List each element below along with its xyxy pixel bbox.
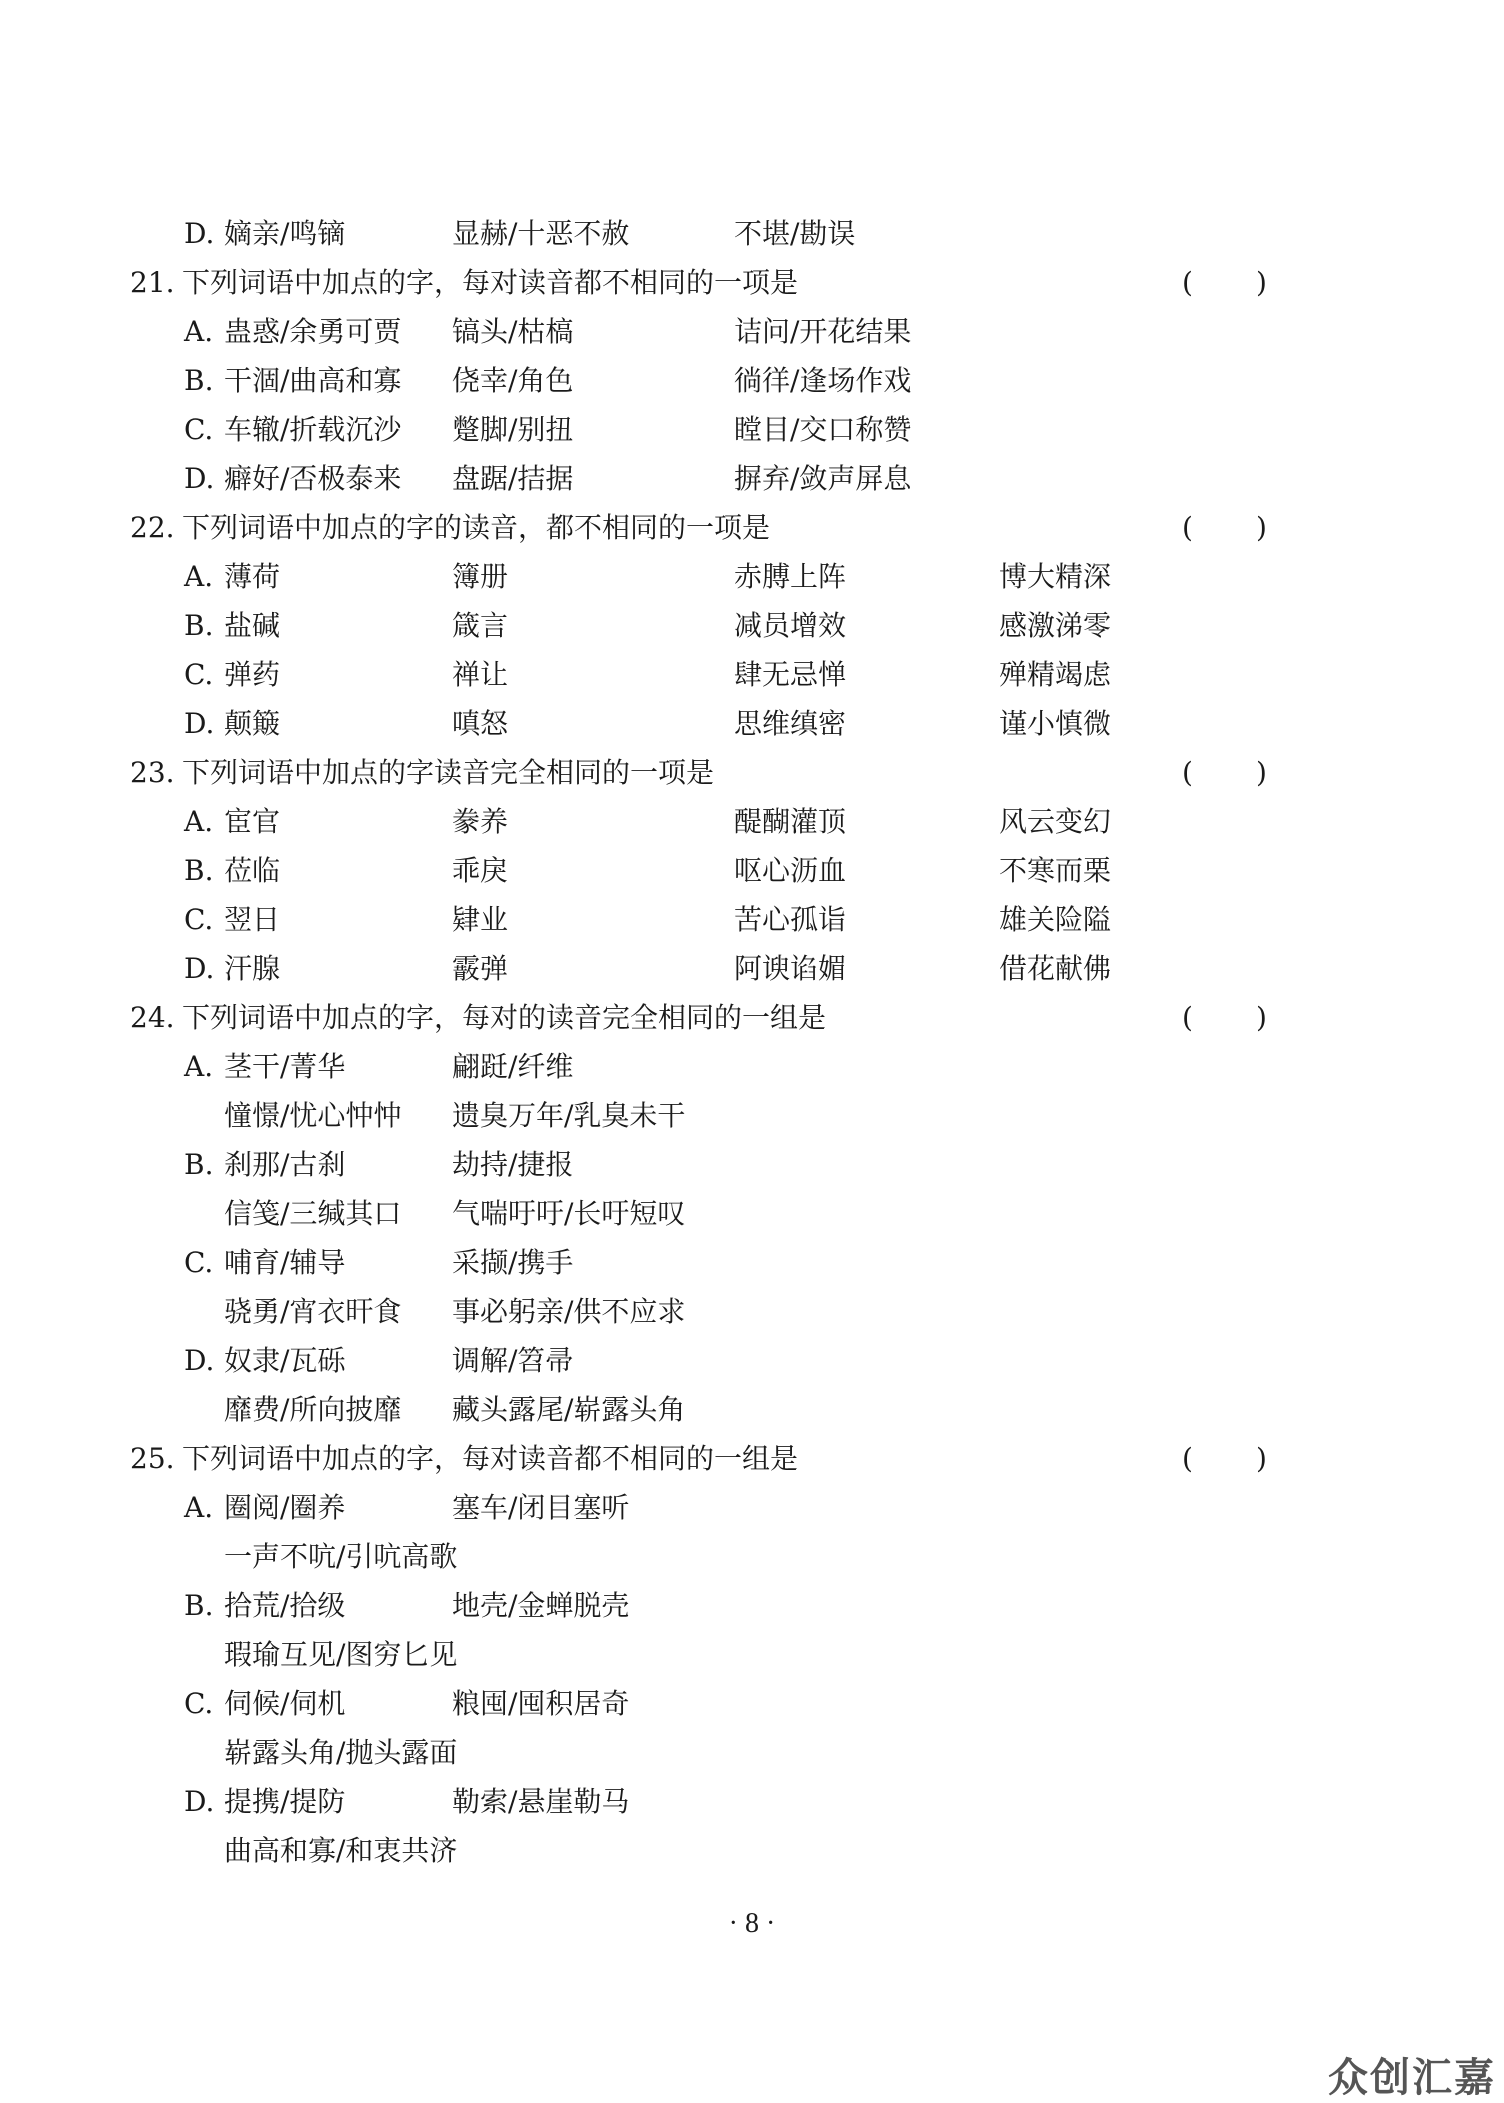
- option-item: 一声不吭/引吭高歌: [224, 1540, 458, 1573]
- option-item: 摒弃/敛声屏息: [734, 462, 912, 495]
- option-item: 圈阅/圈养: [224, 1491, 346, 1524]
- page-number: · 8 ·: [728, 1908, 776, 1939]
- option-letter: B.: [184, 609, 214, 642]
- option-item: 赤膊上阵: [734, 560, 847, 593]
- option-item: 车辙/折载沉沙: [224, 413, 402, 446]
- option-item: 靡费/所向披靡: [224, 1393, 402, 1426]
- option-item: 侥幸/角色: [452, 364, 574, 397]
- question-prompt: 下列词语中加点的字，每对读音都不相同的一项是: [182, 266, 799, 299]
- question-prompt: 下列词语中加点的字，每对读音都不相同的一组是: [182, 1442, 799, 1475]
- option-letter: B.: [184, 854, 214, 887]
- option-item: 崭露头角/抛头露面: [224, 1736, 458, 1769]
- option-letter: C.: [184, 1246, 214, 1279]
- option-letter: A.: [184, 315, 214, 348]
- option-item: 哺育/辅导: [224, 1246, 346, 1279]
- option-item: 簿册: [452, 560, 509, 593]
- option-item: 劫持/捷报: [452, 1148, 574, 1181]
- option-item: 藏头露尾/崭露头角: [452, 1393, 686, 1426]
- option-item: 干涸/曲高和寡: [224, 364, 402, 397]
- option-item: 借花献佛: [999, 952, 1112, 985]
- option-item: 蛊惑/余勇可贾: [224, 315, 402, 348]
- option-item: 肄业: [452, 903, 509, 936]
- option-item: 粮囤/囤积居奇: [452, 1687, 630, 1720]
- option-item: 勒索/悬崖勒马: [452, 1785, 630, 1818]
- option-item: 徜徉/逢场作戏: [734, 364, 912, 397]
- option-item: 刹那/古刹: [224, 1148, 346, 1181]
- option-item: 豢养: [452, 805, 509, 838]
- option-item: 殚精竭虑: [999, 658, 1112, 691]
- option-item: 乖戾: [452, 854, 509, 887]
- option-item: 雄关险隘: [999, 903, 1112, 936]
- option-item: 霰弹: [452, 952, 509, 985]
- option-item: 奴隶/瓦砾: [224, 1344, 346, 1377]
- question-prompt: 下列词语中加点的字的读音，都不相同的一项是: [182, 511, 771, 544]
- option-item: 憧憬/忧心忡忡: [224, 1099, 402, 1132]
- option-letter: A.: [184, 1491, 214, 1524]
- option-letter: A.: [184, 560, 214, 593]
- option-letter: C.: [184, 903, 214, 936]
- option-item: 镐头/枯槁: [452, 315, 574, 348]
- option-item: 诘问/开花结果: [734, 315, 912, 348]
- option-item: 信笺/三缄其口: [224, 1197, 402, 1230]
- question-number: 25.: [130, 1442, 175, 1475]
- option-item: 盘踞/拮据: [452, 462, 574, 495]
- question-22-stem: 22. 下列词语中加点的字的读音，都不相同的一项是 ( ): [130, 508, 1280, 548]
- option-letter: C.: [184, 1687, 214, 1720]
- question-number: 24.: [130, 1001, 175, 1034]
- option-item: 地壳/金蝉脱壳: [452, 1589, 630, 1622]
- option-item: 曲高和寡/和衷共济: [224, 1834, 458, 1867]
- option-item: 提携/提防: [224, 1785, 346, 1818]
- option-item: 减员增效: [734, 609, 847, 642]
- option-item: 肆无忌惮: [734, 658, 847, 691]
- option-item: 伺候/伺机: [224, 1687, 346, 1720]
- option-item: 思维缜密: [734, 707, 847, 740]
- option-item: 采撷/携手: [452, 1246, 574, 1279]
- option-letter: C.: [184, 658, 214, 691]
- question-prompt: 下列词语中加点的字读音完全相同的一项是: [182, 756, 715, 789]
- option-item: 禅让: [452, 658, 509, 691]
- question-prompt: 下列词语中加点的字，每对的读音完全相同的一组是: [182, 1001, 827, 1034]
- option-item: 汗腺: [224, 952, 281, 985]
- question-25-stem: 25. 下列词语中加点的字，每对读音都不相同的一组是 ( ): [130, 1439, 1280, 1479]
- option-letter: B.: [184, 1589, 214, 1622]
- option-item: 博大精深: [999, 560, 1112, 593]
- option-letter: D.: [184, 462, 215, 495]
- question-24-stem: 24. 下列词语中加点的字，每对的读音完全相同的一组是 ( ): [130, 998, 1280, 1038]
- option-item: 盐碱: [224, 609, 281, 642]
- option-item: 感激涕零: [999, 609, 1112, 642]
- option-letter: A.: [184, 805, 214, 838]
- option-item: 弹药: [224, 658, 281, 691]
- option-item: 调解/笤帚: [452, 1344, 574, 1377]
- option-item: 翌日: [224, 903, 281, 936]
- option-letter: B.: [184, 364, 214, 397]
- option-item: 颠簸: [224, 707, 281, 740]
- question-number: 21.: [130, 266, 175, 299]
- option-letter: C.: [184, 413, 214, 446]
- question-21-stem: 21. 下列词语中加点的字，每对读音都不相同的一项是 ( ): [130, 263, 1280, 303]
- watermark-logo: 众创汇嘉: [1328, 2055, 1496, 2101]
- question-23-stem: 23. 下列词语中加点的字读音完全相同的一项是 ( ): [130, 753, 1280, 793]
- option-item: 箴言: [452, 609, 509, 642]
- option-item: 塞车/闭目塞听: [452, 1491, 630, 1524]
- option-item: 薄荷: [224, 560, 281, 593]
- option-letter: A.: [184, 1050, 214, 1083]
- option-item: 骁勇/宵衣旰食: [224, 1295, 402, 1328]
- option-item: 嗔怒: [452, 707, 509, 740]
- option-item: 不寒而栗: [999, 854, 1112, 887]
- option-item: 遗臭万年/乳臭未干: [452, 1099, 686, 1132]
- option-item: 苦心孤诣: [734, 903, 847, 936]
- option-letter: D.: [184, 952, 215, 985]
- option-item: 茎干/菁华: [224, 1050, 346, 1083]
- option-item: 阿谀谄媚: [734, 952, 847, 985]
- option-item: 显赫/十恶不赦: [452, 217, 630, 250]
- option-item: 癖好/否极泰来: [224, 462, 402, 495]
- option-item: 谨小慎微: [999, 707, 1112, 740]
- question-number: 23.: [130, 756, 175, 789]
- option-item: 拾荒/拾级: [224, 1589, 346, 1622]
- option-item: 瞠目/交口称赞: [734, 413, 912, 446]
- option-letter: D.: [184, 217, 215, 250]
- option-letter: D.: [184, 1785, 215, 1818]
- option-item: 嫡亲/鸣镝: [224, 217, 346, 250]
- option-item: 蹩脚/别扭: [452, 413, 574, 446]
- option-item: 事必躬亲/供不应求: [452, 1295, 686, 1328]
- option-letter: B.: [184, 1148, 214, 1181]
- option-item: 风云变幻: [999, 805, 1112, 838]
- option-letter: D.: [184, 707, 215, 740]
- option-item: 呕心沥血: [734, 854, 847, 887]
- question-number: 22.: [130, 511, 175, 544]
- option-item: 醍醐灌顶: [734, 805, 847, 838]
- option-item: 瑕瑜互见/图穷匕见: [224, 1638, 458, 1671]
- option-letter: D.: [184, 1344, 215, 1377]
- option-item: 不堪/勘误: [734, 217, 856, 250]
- option-item: 气喘吁吁/长吁短叹: [452, 1197, 686, 1230]
- option-item: 宦官: [224, 805, 281, 838]
- option-item: 翩跹/纤维: [452, 1050, 574, 1083]
- option-item: 莅临: [224, 854, 281, 887]
